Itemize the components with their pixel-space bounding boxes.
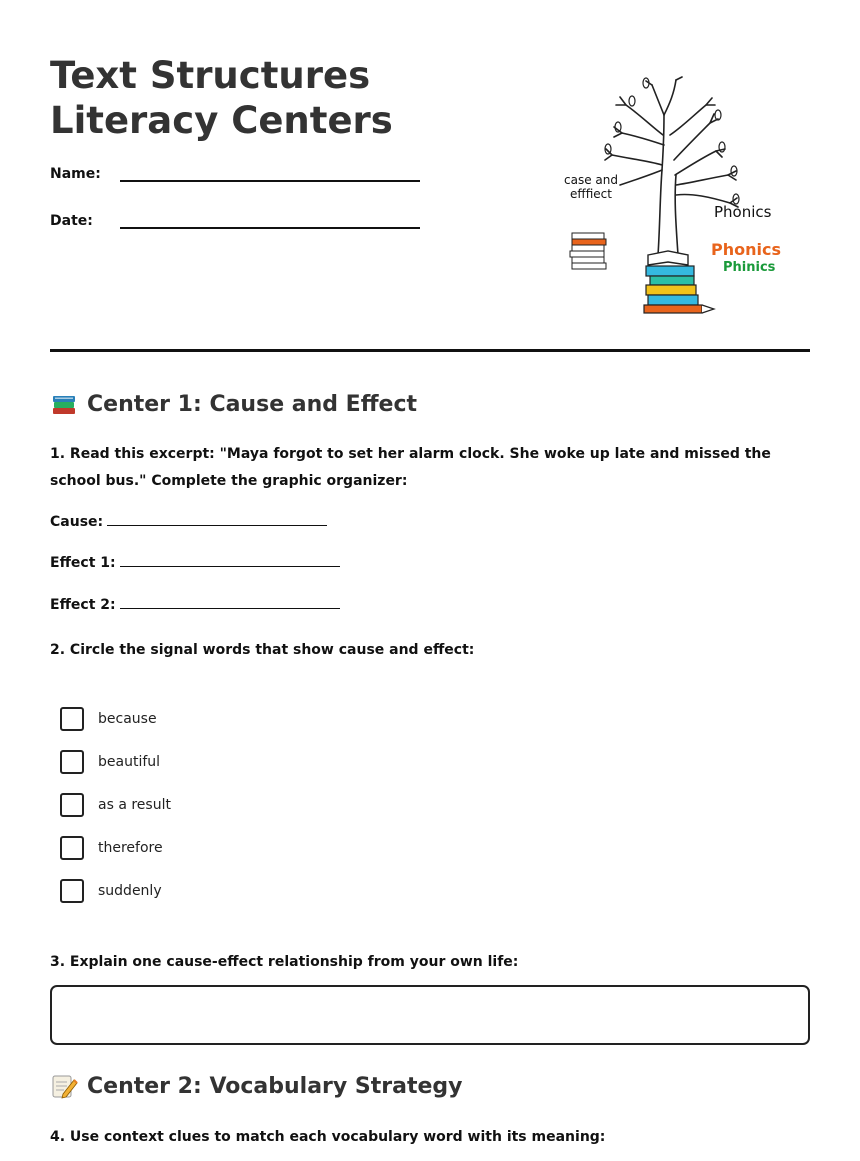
signal-word-option[interactable] xyxy=(60,835,163,860)
signal-word-option[interactable] xyxy=(60,878,162,903)
date-field[interactable] xyxy=(50,213,430,243)
tree-books-illustration xyxy=(560,75,790,320)
illustration-label-phonics-3: Phinics xyxy=(723,260,776,275)
checkbox[interactable] xyxy=(60,879,84,903)
option-label: beautiful xyxy=(98,753,161,770)
signal-word-option[interactable] xyxy=(60,706,157,731)
center1-heading xyxy=(50,390,417,418)
header-divider xyxy=(50,349,810,352)
date-label: Date: xyxy=(50,213,93,229)
checkbox[interactable] xyxy=(60,836,84,860)
effect1-blank[interactable] xyxy=(120,554,340,567)
signal-word-option[interactable] xyxy=(60,749,160,774)
effect2-blank[interactable] xyxy=(120,596,340,609)
checkbox[interactable] xyxy=(60,793,84,817)
center2-heading-text: Center 2: Vocabulary Strategy xyxy=(87,1073,463,1099)
checkbox[interactable] xyxy=(60,707,84,731)
books-icon xyxy=(50,390,78,418)
option-label: therefore xyxy=(98,839,163,856)
illustration-label-phonics-2: Phonics xyxy=(711,240,781,259)
question-1: 1. Read this excerpt: "Maya forgot to set her alarm clock. She woke up late and missed the school bus." Complete the graphic organizer: xyxy=(50,446,771,489)
name-field[interactable] xyxy=(50,166,430,196)
center1-heading-text: Center 1: Cause and Effect xyxy=(87,391,418,417)
effect1-label: Effect 1: xyxy=(50,555,116,571)
cause-row[interactable] xyxy=(50,513,327,530)
name-label: Name: xyxy=(50,166,101,182)
effect2-row[interactable] xyxy=(50,596,340,613)
answer-textbox[interactable] xyxy=(50,985,810,1045)
illustration-label-cause: case and efffiect xyxy=(564,173,618,201)
memo-icon xyxy=(50,1072,78,1100)
date-line[interactable] xyxy=(120,227,420,229)
page-title: Text Structures Literacy Centers xyxy=(50,54,393,142)
center2-heading xyxy=(50,1072,463,1100)
illustration-label-phonics-1: Phonics xyxy=(714,203,772,221)
question-2: 2. Circle the signal words that show cause and effect: xyxy=(50,642,475,658)
question-3: 3. Explain one cause-effect relationship from your own life: xyxy=(50,954,519,970)
cause-label: Cause: xyxy=(50,514,104,530)
question-4: 4. Use context clues to match each vocabulary word with its meaning: xyxy=(50,1129,606,1145)
signal-word-option[interactable] xyxy=(60,792,171,817)
option-label: suddenly xyxy=(98,882,162,899)
checkbox[interactable] xyxy=(60,750,84,774)
cause-blank[interactable] xyxy=(107,513,327,526)
option-label: as a result xyxy=(98,796,171,813)
option-label: because xyxy=(98,710,157,727)
effect1-row[interactable] xyxy=(50,554,340,571)
effect2-label: Effect 2: xyxy=(50,597,116,613)
name-line[interactable] xyxy=(120,180,420,182)
